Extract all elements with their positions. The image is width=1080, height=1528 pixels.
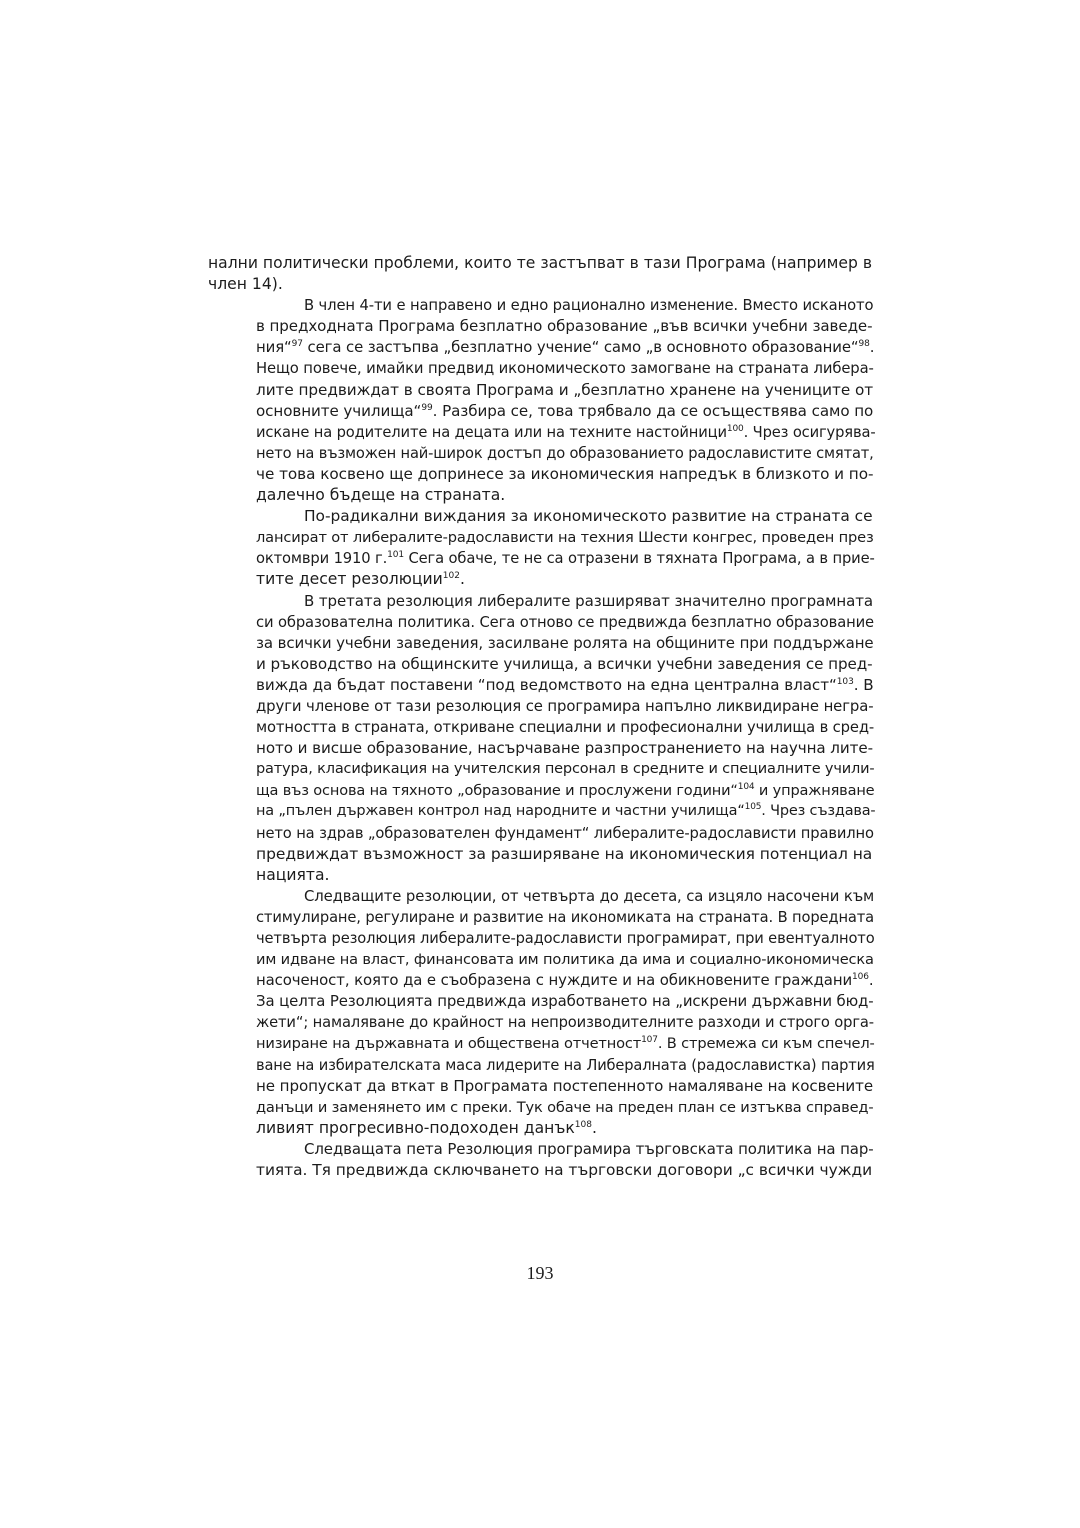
text-line: низиране на държавната и обществена отчетност$^{107}$. В стремежа си към спечел-	[256, 1035, 875, 1053]
footnote-ref: 104	[737, 782, 755, 793]
footnote-ref: 108	[574, 1119, 592, 1130]
text-line: В член 4-ти е направено и едно рационално изменение. Вместо исканото	[304, 297, 874, 315]
text-line: член 14).	[208, 275, 283, 294]
text-line: основните училища“$^{99}$. Разбира се, това трябвало да се осъществява само по	[256, 401, 874, 420]
footnote-ref: 106	[852, 972, 869, 983]
text-line: октомври 1910 г.$^{101}$ Сега обаче, те не са отразени в тяхната Програма, а в прие-	[256, 550, 875, 568]
paragraph	[208, 886, 875, 1139]
text-line: ратура, класификация на учителския персонал в средните и специалните учили-	[256, 761, 875, 778]
paragraph	[208, 506, 875, 590]
text-line: далечно бъдеще на страната.	[256, 486, 506, 505]
text-line: За целта Резолюцията предвижда изработването на „искрени държавни бюд-	[256, 992, 874, 1011]
text-line: тията. Тя предвижда сключването на търговски договори „с всички чужди	[256, 1161, 873, 1180]
text-line: четвърта резолюция либералите-радослависти програмират, при евентуалното	[256, 930, 875, 947]
text-line: нето на здрав „образователен фундамент“ либералите-радослависти правилно	[256, 824, 874, 842]
footnote-ref: 101	[387, 550, 404, 561]
text-line: в предходната Програма безплатно образование „във всички учебни заведе-	[256, 317, 873, 336]
paragraph	[208, 1139, 872, 1181]
footnote-ref: 100	[726, 423, 744, 434]
text-line: нацията.	[256, 865, 330, 884]
text-line: стимулиране, регулиране и развитие на икономиката на страната. В поредната	[256, 908, 875, 926]
text-line: Нещо повече, имайки предвид икономическото замогване на страната либера-	[256, 360, 874, 378]
page-number: 193	[526, 1263, 554, 1283]
paragraph	[208, 591, 876, 886]
text-line: вижда да бъдат поставени “под ведомството на една централна власт“$^{103}$. В	[256, 675, 874, 694]
footnote-ref: 97	[291, 339, 303, 350]
text-line: насоченост, която да е съобразена с нуждите и на обикновените граждани$^{106}$.	[256, 971, 874, 990]
text-line: лансират от либералите-радослависти на техния Шести конгрес, проведен през	[256, 529, 874, 547]
text-line: че това косвено ще допринесе за икономическия напредък в близкото и по-	[256, 464, 874, 483]
text-line: нето на възможен най-широк достъп до образованието радославистите смятат,	[256, 444, 874, 462]
footnote-ref: 103	[836, 676, 854, 687]
text-line: лите предвиждат в своята Програма и „безплатно хранене на учениците от	[256, 380, 874, 399]
text-line: Следващата пета Резолюция програмира търговската политика на пар-	[304, 1139, 874, 1158]
text-line: и ръководство на общинските училища, а всички учебни заведения се пред-	[256, 654, 873, 673]
footnote-ref: 107	[641, 1035, 658, 1046]
text-line: данъци и заменянето им с преки. Тук обаче на преден план се изтъква справед-	[256, 1098, 874, 1116]
text-line: тите десет резолюции$^{102}$.	[256, 570, 465, 589]
body-text	[208, 253, 876, 1181]
text-line: мотността в страната, откриване специални и професионални училища в сред-	[256, 719, 875, 737]
footnote-ref: 102	[442, 571, 460, 582]
text-line: ване на избирателската маса лидерите на Либералната (радославистка) партия	[256, 1056, 875, 1074]
text-line: си образователна политика. Сега отново се предвижда безплатно образование	[256, 613, 874, 631]
text-line: искане на родителите на децата или на техните настойници$^{100}$. Чрез осигурява-	[256, 423, 876, 441]
text-line: ното и висше образование, насърчаване разпространението на научна лите-	[256, 739, 874, 758]
text-line: други членове от тази резолюция се програмира напълно ликвидиране негра-	[256, 696, 874, 715]
text-line: на „пълен държавен контрол над народните и частни училища“$^{105}$. Чрез създава-	[256, 802, 876, 820]
text-line: ния“$^{97}$ сега се застъпва „безплатно учение“ само „в основното образование“$^{98}$.	[256, 338, 875, 357]
footnote-ref: 105	[744, 802, 762, 813]
text-line: предвиждат възможност за разширяване на икономическия потенциал на	[256, 844, 873, 863]
text-line: им идване на власт, финансовата им политика да има и социално-икономическа	[256, 951, 874, 969]
text-line: В третата резолюция либералите разширяват значително програмната	[304, 591, 873, 610]
paragraph	[208, 253, 872, 295]
text-line: не пропускат да вткат в Програмата постепенното намаляване на косвените	[256, 1076, 874, 1095]
text-line: нални политически проблеми, които те застъпват в тази Програма (например в	[208, 254, 872, 272]
text-line: за всички учебни заведения, засилване ролята на общините при поддържане	[256, 633, 874, 652]
text-line: Следващите резолюции, от четвърта до десета, са изцяло насочени към	[304, 886, 875, 905]
paragraph	[208, 295, 876, 506]
footnote-ref: 98	[858, 339, 870, 350]
footnote-ref: 99	[421, 402, 433, 413]
text-line: жети“; намаляване до крайност на непроизводителните разходи и строго орга-	[256, 1014, 874, 1032]
text-line: ливият прогресивно-подоходен данък$^{108}$.	[256, 1118, 597, 1137]
text-line: По-радикални виждания за икономическото развитие на страната се	[304, 507, 873, 526]
text-line: ща въз основа на тяхното „образование и прослужени години“$^{104}$ и упражняване	[256, 782, 875, 800]
